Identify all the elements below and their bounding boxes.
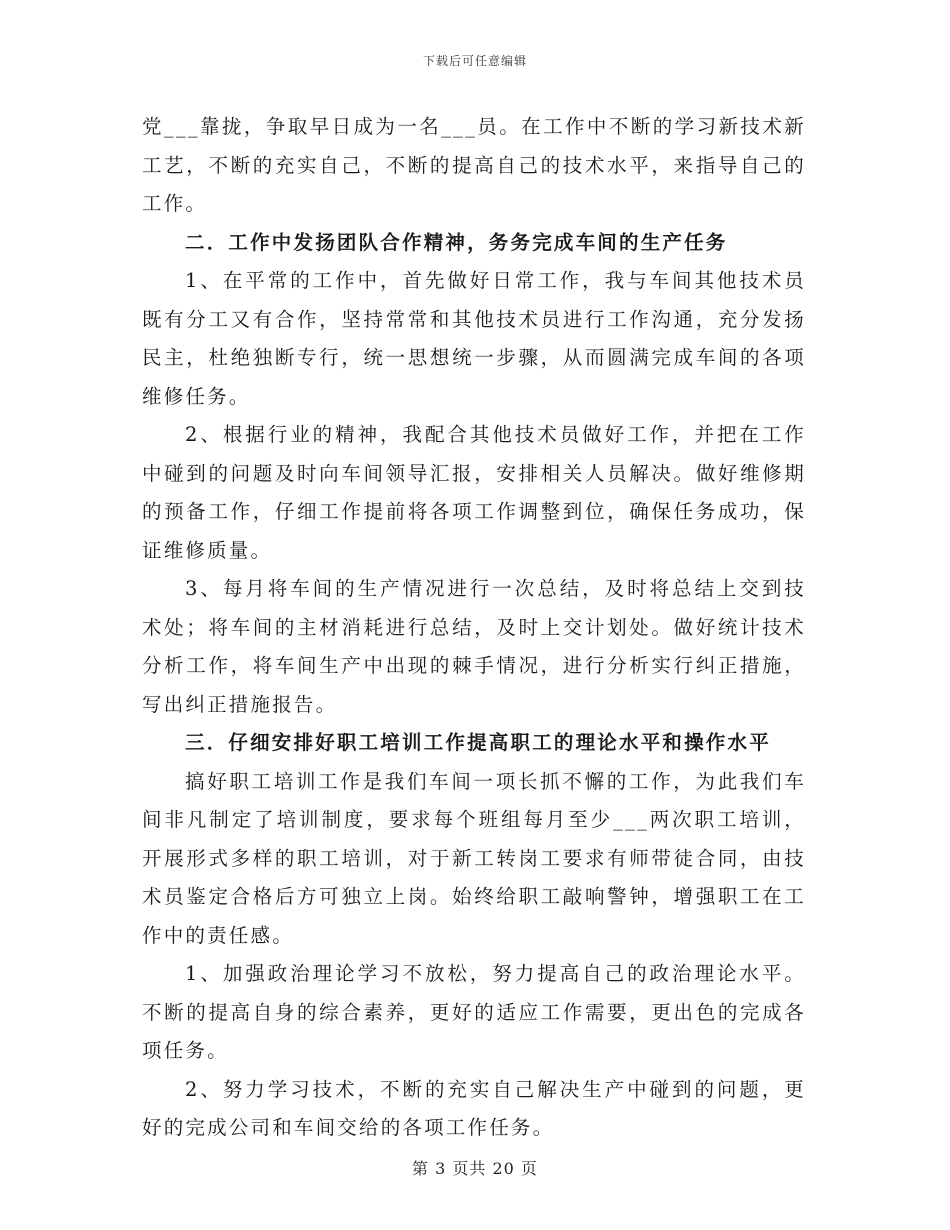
page-footer: 第 3 页共 20 页: [412, 1159, 538, 1178]
paragraph-continuation: 党___靠拢，争取早日成为一名___员。在工作中不断的学习新技术新工艺，不断的充实自己，不断的提高自己的技术水平，来指导自己的工作。: [142, 115, 806, 215]
paragraph-training: 搞好职工培训工作是我们车间一项长抓不懈的工作，为此我们车间非凡制定了培训制度，要求每个班组每月至少___两次职工培训，开展形式多样的职工培训，对于新工转岗工要求有师带徒合同，由技术员鉴定合格后方可独立上岗。始终给职工敲响警钟，增强职工在工作中的责任感。: [142, 769, 806, 947]
document-body: [142, 108, 806, 1148]
section-heading-3: 三．仔细安排好职工培训工作提高职工的理论水平和操作水平: [185, 731, 771, 754]
paragraph-item-3: 3、每月将车间的生产情况进行一次总结，及时将总结上交到技术处；将车间的主材消耗进行总结，及时上交计划处。做好统计技术分析工作，将车间生产中出现的棘手情况，进行分析实行纠正措施，写出纠正措施报告。: [142, 577, 806, 716]
page-header: 下载后可任意编辑: [422, 54, 527, 68]
paragraph-item-1: 1、在平常的工作中，首先做好日常工作，我与车间其他技术员既有分工又有合作，坚持常常和其他技术员进行工作沟通，充分发扬民主，杜绝独断专行，统一思想统一步骤，从而圆满完成车间的各项维修任务。: [142, 269, 806, 408]
paragraph-technical-study: 2、努力学习技术，不断的充实自己解决生产中碰到的问题，更好的完成公司和车间交给的各项工作任务。: [142, 1077, 806, 1139]
paragraph-political-study: 1、加强政治理论学习不放松，努力提高自己的政治理论水平。不断的提高自身的综合素养，更好的适应工作需要，更出色的完成各项任务。: [142, 962, 806, 1062]
section-heading-2: 二．工作中发扬团队合作精神，务务完成车间的生产任务: [185, 230, 728, 254]
paragraph-item-2: 2、根据行业的精神，我配合其他技术员做好工作，并把在工作中碰到的问题及时向车间领导汇报，安排相关人员解决。做好维修期的预备工作，仔细工作提前将各项工作调整到位，确保任务成功，保证维修质量。: [142, 423, 806, 562]
